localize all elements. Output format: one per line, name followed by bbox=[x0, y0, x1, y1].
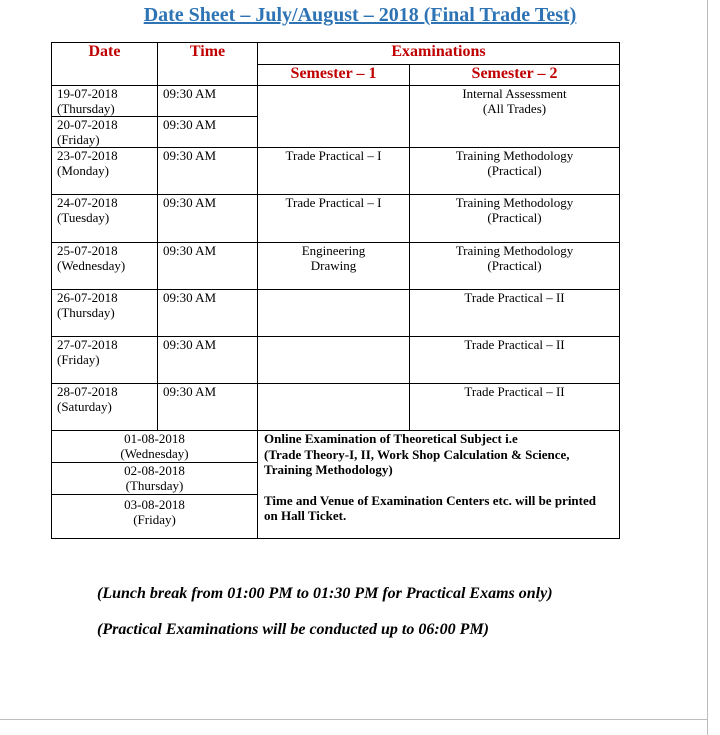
online-line2: (Trade Theory-I, II, Work Shop Calculation & Science, bbox=[264, 447, 570, 462]
table-row bbox=[52, 431, 620, 463]
row-sem2: Training Methodology bbox=[455, 148, 574, 163]
online-line5: on Hall Ticket. bbox=[264, 508, 347, 523]
table-row bbox=[52, 148, 620, 195]
online-day: (Thursday) bbox=[125, 478, 184, 493]
row-sem1-sub: Drawing bbox=[310, 258, 357, 273]
online-day: (Wednesday) bbox=[120, 446, 189, 461]
row-date: 23-07-2018 bbox=[57, 148, 118, 163]
row-sem1 bbox=[258, 290, 410, 337]
table-row bbox=[52, 243, 620, 290]
row-sem2-sub: (All Trades) bbox=[482, 101, 547, 116]
time-header: Time bbox=[158, 43, 258, 86]
row-date: 28-07-2018 bbox=[57, 384, 118, 399]
row-sem2-sub: (Practical) bbox=[487, 258, 542, 273]
row-sem2-sub: (Practical) bbox=[487, 163, 542, 178]
row-day: (Saturday) bbox=[57, 399, 112, 414]
page-title: Date Sheet – July/August – 2018 (Final Trade Test) bbox=[143, 4, 577, 26]
row-time: 09:30 AM bbox=[163, 148, 217, 163]
page-edge-bottom bbox=[0, 719, 708, 720]
row-sem2: Trade Practical – II bbox=[464, 337, 565, 352]
table-row bbox=[52, 384, 620, 431]
row-date: 26-07-2018 bbox=[57, 290, 118, 305]
row-day: (Thursday) bbox=[57, 101, 115, 116]
online-day: (Friday) bbox=[133, 512, 176, 527]
lunch-break-note: (Lunch break from 01:00 PM to 01:30 PM for Practical Exams only) bbox=[97, 585, 553, 602]
row-sem2: Trade Practical – II bbox=[464, 384, 565, 399]
row-sem2: Internal Assessment bbox=[462, 86, 567, 101]
row-sem1 bbox=[258, 86, 410, 148]
semester2-header: Semester – 2 bbox=[410, 65, 620, 86]
table-row bbox=[52, 195, 620, 243]
row-time: 09:30 AM bbox=[163, 290, 217, 305]
row-date: 25-07-2018 bbox=[57, 243, 118, 258]
online-line4: Time and Venue of Examination Centers etc. will be printed bbox=[264, 493, 596, 508]
date-header: Date bbox=[52, 43, 158, 86]
online-line1: Online Examination of Theoretical Subject i.e bbox=[264, 431, 518, 446]
row-day: (Monday) bbox=[57, 163, 109, 178]
row-day: (Friday) bbox=[57, 352, 100, 367]
online-line3: Training Methodology) bbox=[264, 462, 393, 477]
row-time: 09:30 AM bbox=[163, 195, 217, 210]
online-exam-notice bbox=[258, 431, 620, 539]
row-time: 09:30 AM bbox=[163, 117, 217, 132]
row-sem1: Trade Practical – I bbox=[285, 195, 382, 210]
row-date: 20-07-2018 bbox=[57, 117, 118, 132]
row-date: 24-07-2018 bbox=[57, 195, 118, 210]
online-date: 02-08-2018 bbox=[124, 463, 185, 478]
row-sem1 bbox=[258, 384, 410, 431]
row-time: 09:30 AM bbox=[163, 337, 217, 352]
row-sem2: Training Methodology bbox=[455, 195, 574, 210]
table-row bbox=[52, 86, 620, 117]
row-sem1: Trade Practical – I bbox=[285, 148, 382, 163]
row-day: (Tuesday) bbox=[57, 210, 110, 225]
page-edge-right bbox=[707, 0, 708, 735]
row-day: (Wednesday) bbox=[57, 258, 126, 273]
row-day: (Friday) bbox=[57, 132, 100, 147]
examinations-header: Examinations bbox=[258, 43, 620, 65]
row-sem1: Engineering bbox=[301, 243, 366, 258]
table-row bbox=[52, 290, 620, 337]
practical-time-note: (Practical Examinations will be conducted up to 06:00 PM) bbox=[97, 621, 489, 638]
online-date: 03-08-2018 bbox=[124, 497, 185, 512]
row-day: (Thursday) bbox=[57, 305, 115, 320]
date-sheet-table bbox=[51, 42, 620, 539]
row-date: 19-07-2018 bbox=[57, 86, 118, 101]
row-sem2: Training Methodology bbox=[455, 243, 574, 258]
row-date: 27-07-2018 bbox=[57, 337, 118, 352]
table-row bbox=[52, 337, 620, 384]
semester1-header: Semester – 1 bbox=[258, 65, 410, 86]
row-time: 09:30 AM bbox=[163, 243, 217, 258]
row-sem2: Trade Practical – II bbox=[464, 290, 565, 305]
online-date: 01-08-2018 bbox=[124, 431, 185, 446]
row-time: 09:30 AM bbox=[163, 384, 217, 399]
row-sem2-sub: (Practical) bbox=[487, 210, 542, 225]
row-time: 09:30 AM bbox=[163, 86, 217, 101]
row-sem1 bbox=[258, 337, 410, 384]
